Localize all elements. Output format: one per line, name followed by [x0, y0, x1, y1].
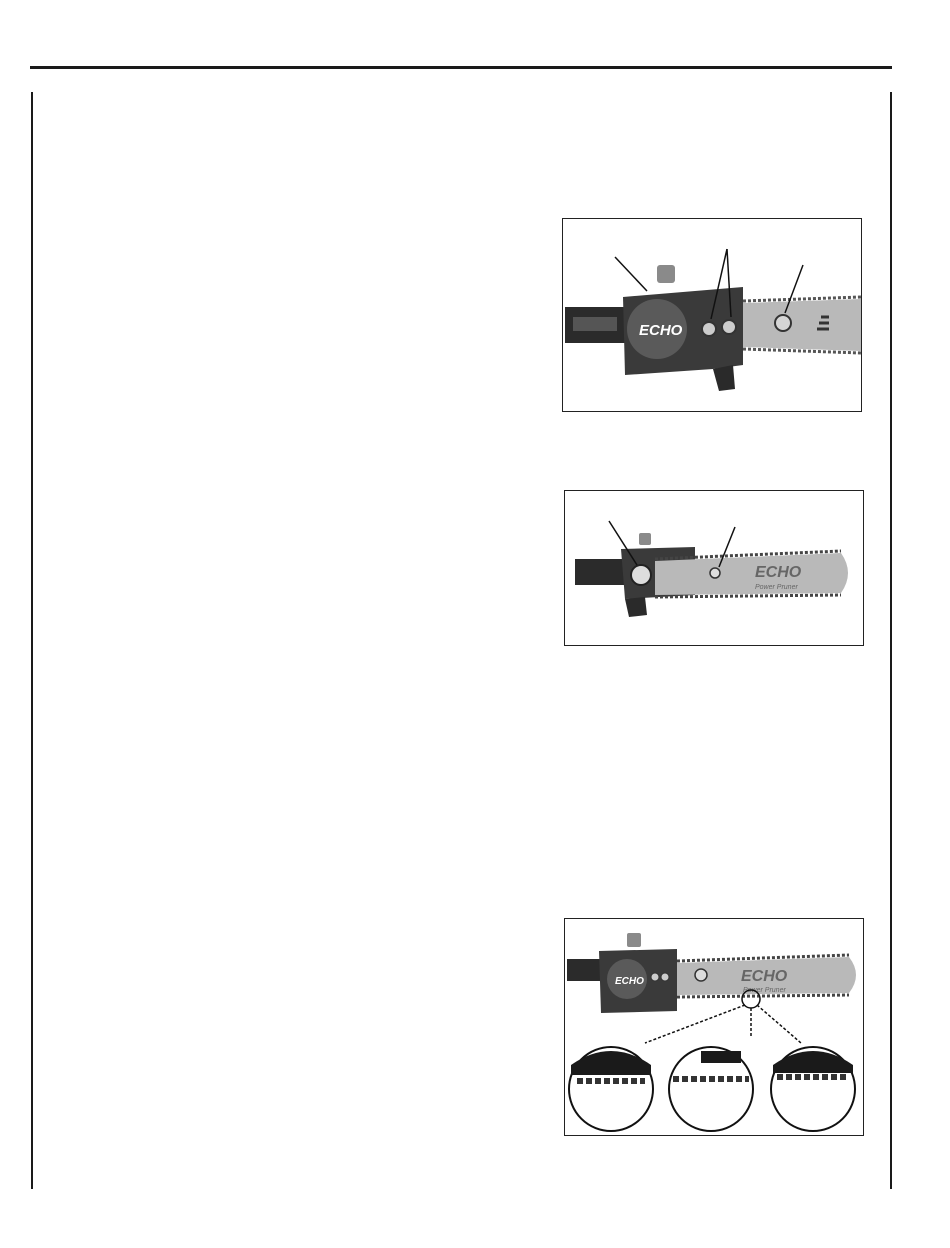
- bar-nut: [702, 322, 716, 336]
- detail-leader: [757, 1005, 801, 1043]
- bar-label: Power Pruner: [743, 987, 786, 994]
- figure-1: [562, 218, 862, 412]
- figure-3-illustration: [565, 919, 863, 1135]
- tension-adjuster: [695, 969, 707, 981]
- bar-logo: ECHO: [741, 968, 788, 985]
- chain-bottom: [677, 995, 849, 997]
- left-margin-rule: [31, 92, 33, 1189]
- tension-adjuster: [775, 315, 791, 331]
- bar-nut: [651, 973, 659, 981]
- inset-too-tight: [771, 1047, 855, 1131]
- oil-cap: [657, 265, 675, 283]
- bucking-spike: [713, 365, 735, 391]
- right-margin-rule: [890, 92, 892, 1189]
- bar-logo: ECHO: [755, 564, 802, 581]
- figure-2-illustration: [565, 491, 863, 645]
- shaft-grip: [573, 317, 617, 331]
- logo: ECHO: [615, 976, 644, 987]
- inset-correct: [669, 1047, 753, 1131]
- figure-2: [564, 490, 864, 646]
- header-rule: [30, 66, 892, 69]
- bar-nut: [722, 320, 736, 334]
- oil-cap: [639, 533, 651, 545]
- guide-bar: [743, 299, 861, 351]
- logo: ECHO: [639, 322, 683, 339]
- chain-bottom: [655, 595, 841, 597]
- bar-nut: [661, 973, 669, 981]
- inset-too-loose: [569, 1047, 653, 1131]
- oil-cap: [627, 933, 641, 947]
- callout-line: [615, 257, 647, 291]
- figure-1-illustration: [563, 219, 861, 411]
- tension-adjuster: [710, 568, 720, 578]
- drive-sprocket: [631, 565, 651, 585]
- shaft: [575, 559, 625, 585]
- bucking-spike: [625, 597, 647, 617]
- bar-label: Power Pruner: [755, 584, 798, 591]
- shaft: [567, 959, 601, 981]
- figure-3: [564, 918, 864, 1136]
